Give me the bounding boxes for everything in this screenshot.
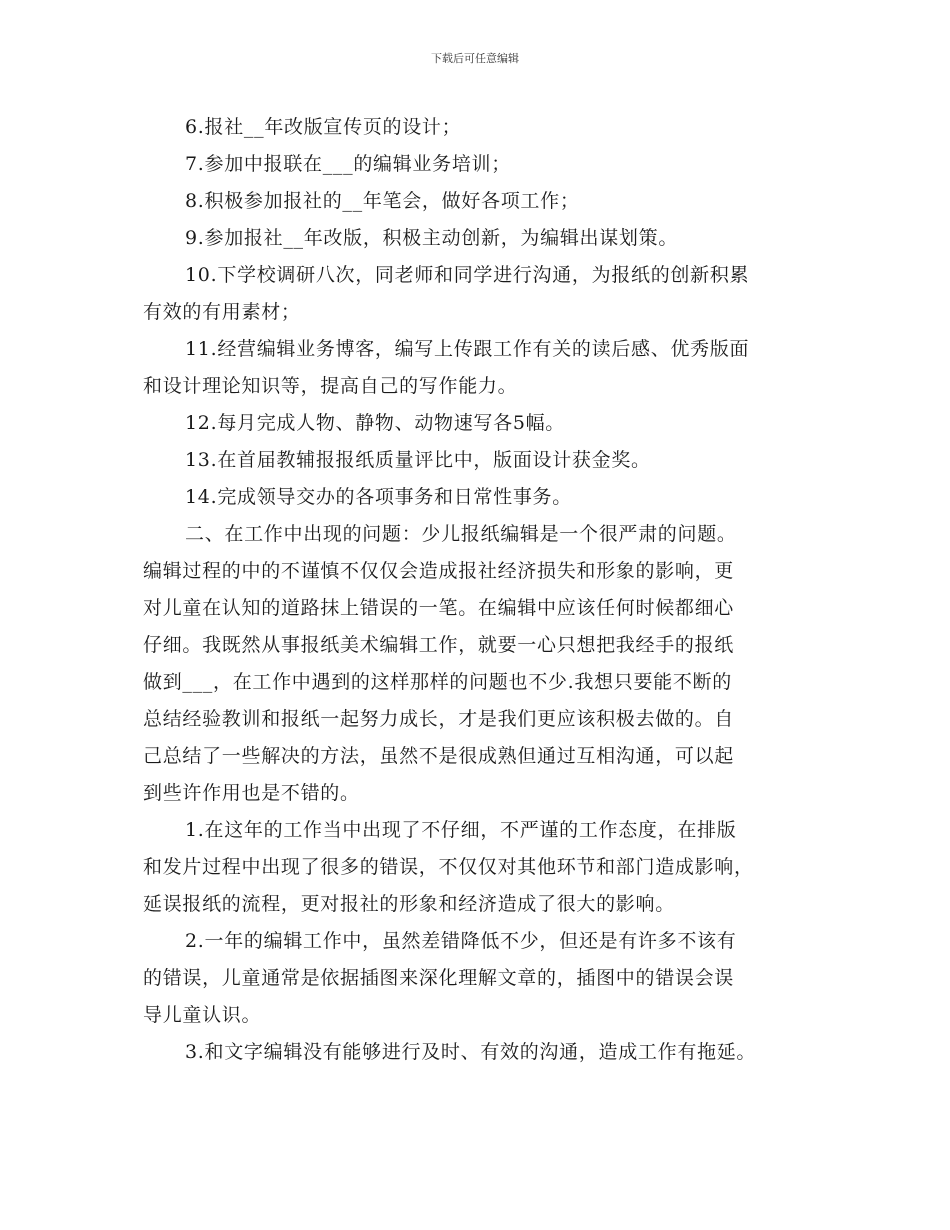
list-item-9: 9.参加报社__年改版，积极主动创新，为编辑出谋划策。 <box>185 227 679 249</box>
list-item-13: 13.在首届教辅报报纸质量评比中，版面设计获金奖。 <box>185 449 651 471</box>
problem-1-line-3: 延误报纸的流程，更对报社的形象和经济造成了很大的影响。 <box>143 893 675 915</box>
list-item-7: 7.参加中报联在___的编辑业务培训； <box>185 153 511 175</box>
list-item-12: 12.每月完成人物、静物、动物速写各5幅。 <box>185 412 566 434</box>
list-item-14: 14.完成领导交办的各项事务和日常性事务。 <box>185 486 572 508</box>
problem-2-line-1: 2.一年的编辑工作中，虽然差错降低不少，但还是有许多不该有 <box>185 930 737 952</box>
problem-2-line-3: 导儿童认识。 <box>143 1004 262 1026</box>
section-two-line-5: 做到___，在工作中遇到的这样那样的问题也不少.我想只要能不断的 <box>143 671 732 693</box>
list-item-6: 6.报社__年改版宣传页的设计； <box>185 116 462 138</box>
problem-2-line-2: 的错误，儿童通常是依据插图来深化理解文章的，插图中的错误会误 <box>143 967 735 989</box>
section-two-line-8: 到些许作用也是不错的。 <box>143 782 360 804</box>
list-item-11-line-1: 11.经营编辑业务博客，编写上传跟工作有关的读后感、优秀版面 <box>185 338 750 360</box>
section-two-line-7: 己总结了一些解决的方法，虽然不是很成熟但通过互相沟通，可以起 <box>143 745 735 767</box>
section-two-line-1: 二、在工作中出现的问题：少儿报纸编辑是一个很严肃的问题。 <box>185 523 737 545</box>
section-two-line-2: 编辑过程的中的不谨慎不仅仅会造成报社经济损失和形象的影响，更 <box>143 560 735 582</box>
list-item-8: 8.积极参加报社的__年笔会，做好各项工作； <box>185 190 580 212</box>
page-header: 下载后可任意编辑 <box>431 52 519 65</box>
problem-3: 3.和文字编辑没有能够进行及时、有效的沟通，造成工作有拖延。 <box>185 1041 757 1063</box>
section-two-line-4: 仔细。我既然从事报纸美术编辑工作，就要一心只想把我经手的报纸 <box>143 634 735 656</box>
problem-1-line-2: 和发片过程中出现了很多的错误，不仅仅对其他环节和部门造成影响， <box>143 856 754 878</box>
problem-1-line-1: 1.在这年的工作当中出现了不仔细，不严谨的工作态度，在排版 <box>185 819 737 841</box>
section-two-line-6: 总结经验教训和报纸一起努力成长，才是我们更应该积极去做的。自 <box>143 708 735 730</box>
section-two-line-3: 对儿童在认知的道路抹上错误的一笔。在编辑中应该任何时候都细心 <box>143 597 735 619</box>
list-item-10-line-1: 10.下学校调研八次，同老师和同学进行沟通，为报纸的创新积累 <box>185 264 750 286</box>
list-item-11-line-2: 和设计理论知识等，提高自己的写作能力。 <box>143 375 518 397</box>
document-body <box>143 112 811 1074</box>
list-item-10-line-2: 有效的有用素材； <box>143 301 301 323</box>
